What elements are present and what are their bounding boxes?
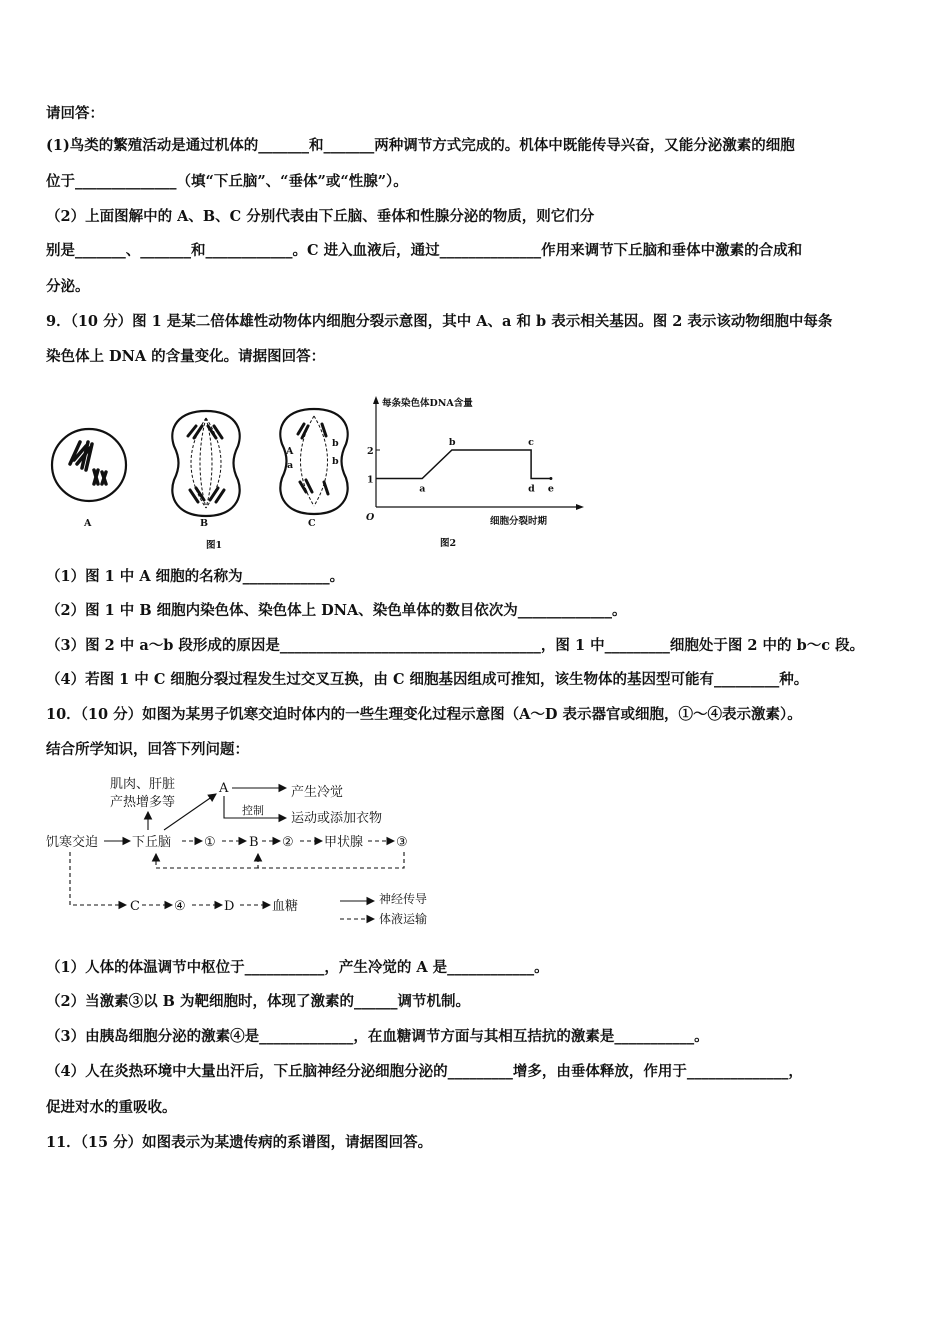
point-label-e: e <box>547 483 554 495</box>
y-axis-arrow <box>373 396 379 404</box>
label-cold-sense: 产生冷觉 <box>291 785 344 800</box>
node-c: C <box>130 899 140 914</box>
q9-part4: （4）若图 1 中 C 细胞分裂过程发生过交叉互换，由 C 细胞基因组成可推知，该生物体的基因型可能有_________种。 <box>46 671 809 688</box>
q8-part2-line2: 别是_______、_______和____________。C 进入血液后，通过______________作用来调节下丘脑和垂体中激素的合成和 <box>46 242 803 259</box>
q10-stem-line1: 10．（10 分）如图为某男子饥寒交迫时体内的一些生理变化过程示意图（A～D 表示器官或细胞，①～④表示激素）。 <box>46 706 802 723</box>
label-behavior: 运动或添加衣物 <box>291 811 383 826</box>
cell-c-chromosomes <box>298 424 328 494</box>
node-d: D <box>224 899 235 914</box>
label-control: 控制 <box>242 804 264 817</box>
cell-b-chromosomes <box>188 426 224 502</box>
node-b: B <box>249 835 259 850</box>
hormone-4: ④ <box>174 899 186 914</box>
node-thyroid: 甲状腺 <box>324 835 364 850</box>
q9-stem-line2: 染色体上 DNA 的含量变化。请据图回答： <box>46 348 326 365</box>
node-hypothalamus: 下丘脑 <box>132 835 172 850</box>
fluid-arrows <box>70 841 404 919</box>
hormone-3: ③ <box>396 835 408 850</box>
q9-part3: （3）图 2 中 a～b 段形成的原因是____________________________________，图 1 中_________细胞处于图 2 中的 b～c 段。 <box>46 637 865 654</box>
figure-10-regulation-diagram <box>44 770 464 930</box>
q10-part3: （3）由胰岛细胞分泌的激素④是_____________，在血糖调节方面与其相互拮抗的激素是___________。 <box>46 1028 709 1045</box>
q8-part1-line1: (1)鸟类的繁殖活动是通过机体的_______和_______两种调节方式完成的。机体中既能传导兴奋，又能分泌激素的细胞 <box>46 137 795 154</box>
point-label-b: b <box>448 437 456 448</box>
q10-part2: （2）当激素③以 B 为靶细胞时，体现了激素的______调节机制。 <box>46 993 470 1010</box>
q8-part2-line3: 分泌。 <box>46 278 90 295</box>
figure-1-caption: 图1 <box>206 540 223 551</box>
hormone-2: ② <box>282 835 294 850</box>
x-axis-arrow <box>576 504 584 510</box>
gene-label-a: a <box>287 460 294 471</box>
point-label-a: a <box>419 483 426 495</box>
label-cold-stimulus: 饥寒交迫 <box>46 835 99 850</box>
q8-part1-line2: 位于______________（填“下丘脑”、“垂体”或“性腺”）。 <box>46 173 408 190</box>
hormone-1: ① <box>204 835 216 850</box>
cell-b-label: B <box>200 518 209 529</box>
q10-part4-line2: 促进对水的重吸收。 <box>46 1099 177 1116</box>
figure-2-dna-chart <box>366 392 596 552</box>
label-muscle-liver: 肌肉、肝脏 <box>110 777 176 792</box>
cell-b <box>172 411 239 516</box>
y-tick-label-1: 1 <box>367 474 374 486</box>
cell-a-chromosomes <box>70 442 106 484</box>
label-heat-increase: 产热增多等 <box>110 795 176 810</box>
chart-title: 每条染色体DNA含量 <box>382 398 473 409</box>
point-label-c: c <box>528 437 534 448</box>
point-label-d: d <box>528 483 535 495</box>
q9-stem-line1: 9．（10 分）图 1 是某二倍体雄性动物体内细胞分裂示意图，其中 A、a 和 b 表示相关基因。图 2 表示该动物细胞中每条 <box>46 313 833 330</box>
q11-stem: 11．（15 分）如图表示为某遗传病的系谱图，请据图回答。 <box>46 1134 433 1151</box>
x-axis-label: 细胞分裂时期 <box>490 516 548 527</box>
figure-2-caption: 图2 <box>440 538 457 549</box>
cell-a <box>52 429 126 501</box>
gene-label-b-lower: b <box>332 456 339 467</box>
q10-part4-line1: （4）人在炎热环境中大量出汗后，下丘脑神经分泌细胞分泌的_________增多，由垂体释放，作用于______________， <box>46 1063 803 1080</box>
origin-label: O <box>366 512 375 523</box>
cell-a-label: A <box>84 518 92 529</box>
q10-part1: （1）人体的体温调节中枢位于___________，产生冷觉的 A 是____________。 <box>46 959 549 976</box>
gene-label-A: A <box>286 446 294 457</box>
legend-nerve-label: 神经传导 <box>379 892 428 906</box>
y-tick-label-2: 2 <box>367 446 374 457</box>
legend-fluid-label: 体液运输 <box>379 912 428 926</box>
q10-stem-line2: 结合所学知识，回答下列问题： <box>46 741 249 758</box>
answer-prompt: 请回答： <box>46 105 104 122</box>
label-blood-sugar: 血糖 <box>272 899 299 914</box>
q9-part2: （2）图 1 中 B 细胞内染色体、染色体上 DNA、染色单体的数目依次为_____________。 <box>46 602 627 619</box>
dna-series-line <box>376 450 551 479</box>
cell-c-label: C <box>308 518 316 529</box>
point-e <box>549 477 552 480</box>
node-a: A <box>219 781 229 796</box>
q8-part2-line1: （2）上面图解中的 A、B、C 分别代表由下丘脑、垂体和性腺分泌的物质，则它们分 <box>46 208 595 225</box>
q9-part1: （1）图 1 中 A 细胞的名称为____________。 <box>46 568 345 585</box>
figure-1-cell-division <box>46 398 366 558</box>
gene-label-b-upper: b <box>332 438 339 449</box>
